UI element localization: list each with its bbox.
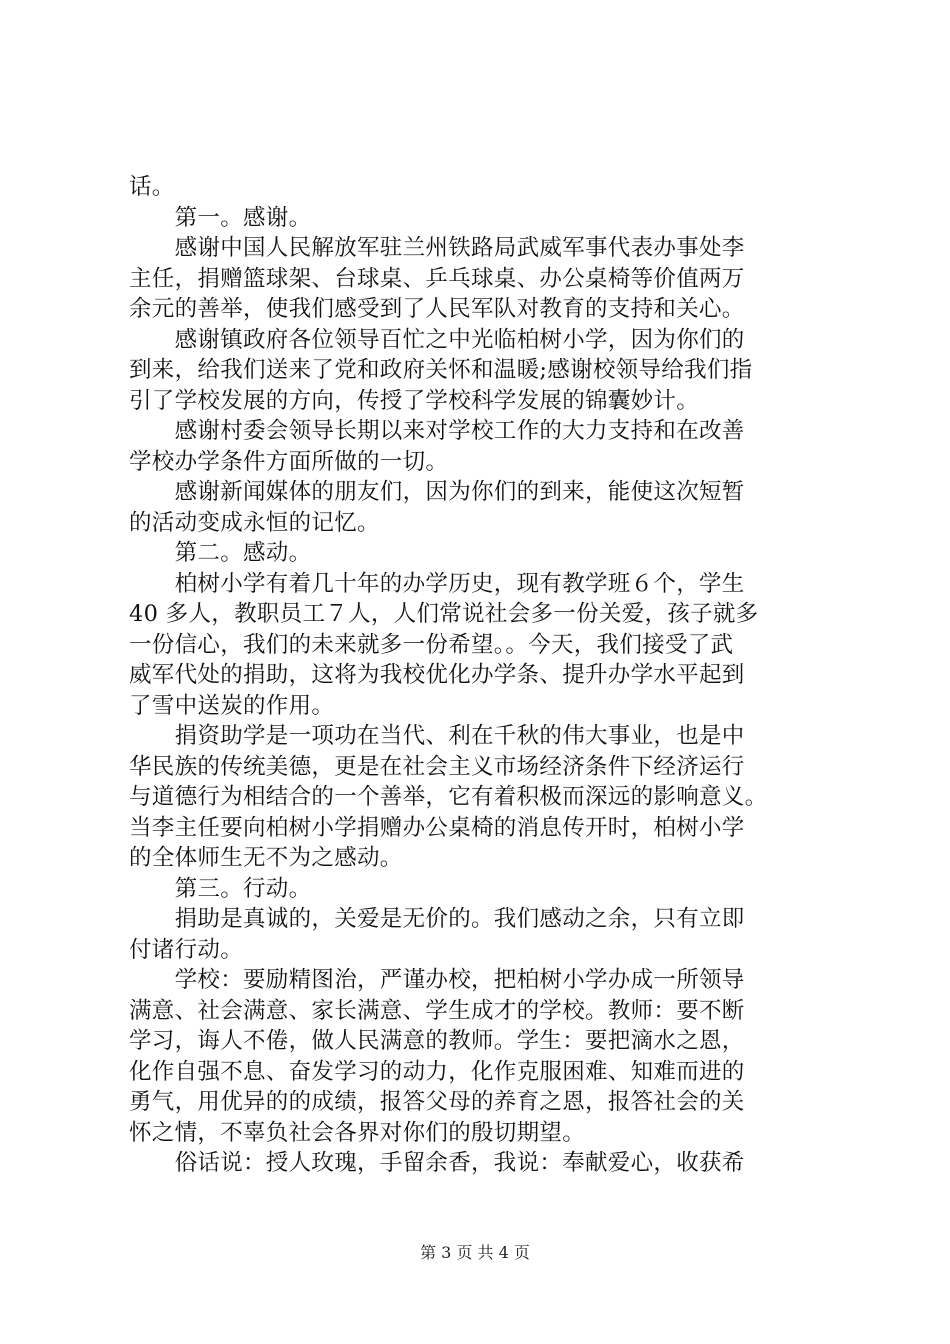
text-line: 主任，捐赠篮球架、台球桌、乒乓球桌、办公桌椅等价值两万 (129, 265, 745, 292)
text-line: 与道德行为相结合的一个善举，它有着积极而深远的影响意义。 (129, 784, 768, 810)
text-line: 勇气，用优异的的成绩，报答父母的养育之恩，报答社会的关 (129, 1089, 745, 1115)
text-line: 话。 (129, 174, 175, 200)
text-line: 感谢村委会领导长期以来对学校工作的大力支持和在改善 (129, 418, 745, 444)
text-line: 余元的善举，使我们感受到了人民军队对教育的支持和关心。 (129, 296, 745, 322)
text-line: 了雪中送炭的作用。 (129, 692, 335, 719)
text-line: 柏树小学有着几十年的办学历史，现有教学班６个，学生 (129, 570, 745, 597)
text-line: 捐资助学是一项功在当代、利在千秋的伟大事业，也是中 (129, 723, 745, 749)
text-line: 的活动变成永恒的记忆。 (129, 509, 380, 536)
text-line: 怀之情，不辜负社会各界对你们的殷切期望。 (129, 1119, 586, 1146)
text-line: 感谢中国人民解放军驻兰州铁路局武威军事代表办事处李 (129, 235, 745, 261)
text-line: 化作自强不息、奋发学习的动力，化作克服困难、知难而进的 (129, 1058, 745, 1085)
section-heading: 第三。行动。 (129, 875, 312, 902)
text-line: 俗话说：授人玫瑰，手留余香，我说：奉献爱心，收获希 (129, 1150, 745, 1176)
text-line: 感谢镇政府各位领导百忙之中光临柏树小学，因为你们的 (129, 326, 745, 353)
text-line: 学习，诲人不倦，做人民满意的教师。学生：要把滴水之恩， (129, 1028, 745, 1054)
text-line: 学校：要励精图治，严谨办校，把柏树小学办成一所领导 (129, 967, 745, 993)
text-line: 华民族的传统美德，更是在社会主义市场经济条件下经济运行 (129, 753, 745, 780)
text-line: 付诸行动。 (129, 936, 244, 963)
text-line: 一份信心，我们的未来就多一份希望。。今天，我们接受了武 (129, 631, 734, 658)
text-line: 感谢新闻媒体的朋友们，因为你们的到来，能使这次短暂 (129, 479, 745, 505)
text-line: 威军代处的捐助，这将为我校优化办学条、提升办学水平起到 (129, 662, 745, 688)
section-heading: 第一。感谢。 (129, 204, 312, 231)
text-line: 捐助是真诚的，关爱是无价的。我们感动之余，只有立即 (129, 906, 745, 932)
text-line: 满意、社会满意、家长满意、学生成才的学校。教师：要不断 (129, 997, 745, 1024)
text-line: 的全体师生无不为之感动。 (129, 845, 403, 871)
text-line: 当李主任要向柏树小学捐赠办公桌椅的消息传开时，柏树小学 (129, 814, 745, 841)
text-line: 40 多人，教职员工７人，人们常说社会多一份关爱，孩子就多 (129, 601, 759, 627)
body-text (129, 172, 834, 1179)
section-heading: 第二。感动。 (129, 540, 312, 566)
text-line: 学校办学条件方面所做的一切。 (129, 448, 449, 475)
page-number: 第 3 页 共 4 页 (420, 1243, 530, 1262)
text-line: 到来，给我们送来了党和政府关怀和温暖;感谢校领导给我们指 (129, 357, 753, 383)
page-footer (0, 1243, 950, 1263)
text-line: 引了学校发展的方向，传授了学校科学发展的锦囊妙计。 (129, 387, 700, 414)
